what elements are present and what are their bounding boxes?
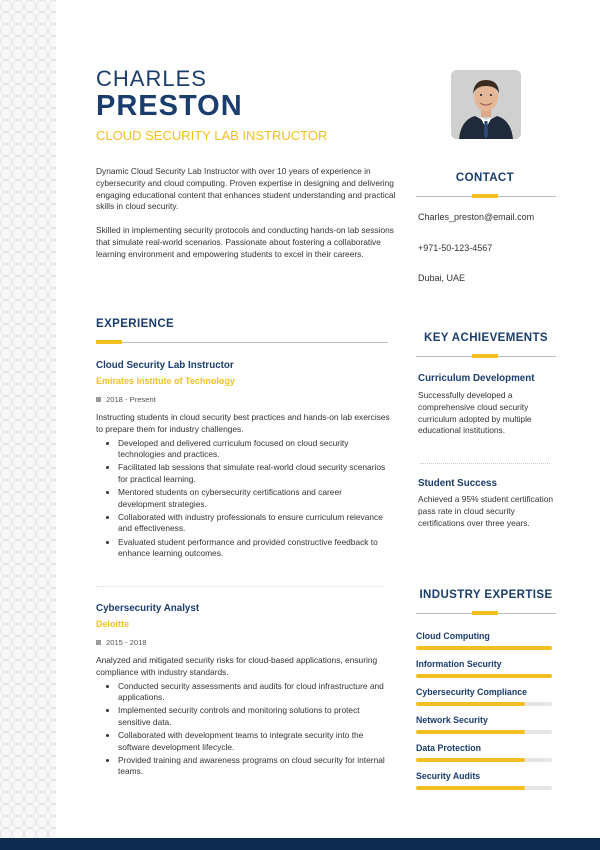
skill-bar-track bbox=[416, 702, 552, 706]
job-bullet: • Facilitated lab sessions that simulate real-world cloud security scenarios for practical learning. bbox=[118, 462, 392, 485]
summary-paragraph: Skilled in implementing security protocols and conducting hands-on lab sessions that simulate real-world scenarios. Passionate about fostering a collaborative learning environment and empowering students to excel in their careers. bbox=[96, 225, 394, 259]
skill-bar-fill bbox=[416, 646, 552, 650]
job-dates-text: 2018 - Present bbox=[106, 395, 156, 404]
skill-bar-fill bbox=[416, 730, 525, 734]
job-entry bbox=[96, 603, 392, 780]
skill-bar-fill bbox=[416, 702, 525, 706]
achievements-heading: KEY ACHIEVEMENTS bbox=[424, 332, 548, 344]
achievement-description: Successfully developed a comprehensive cloud security curriculum adopted by multiple educational institutions. bbox=[418, 390, 532, 436]
skill-bar-track bbox=[416, 758, 552, 762]
job-bullet: • Collaborated with development teams to integrate security into the software development lifecycle. bbox=[118, 730, 392, 753]
contact-heading: CONTACT bbox=[455, 172, 515, 184]
skill-bar-fill bbox=[416, 674, 552, 678]
decorative-pattern-strip bbox=[0, 0, 56, 850]
job-bullet: • Developed and delivered curriculum focused on cloud security technologies and practices. bbox=[118, 438, 392, 461]
experience-accent bbox=[96, 340, 122, 344]
profile-photo bbox=[451, 70, 521, 139]
job-bullet: • Evaluated student performance and provided constructive feedback to enhance learning outcomes. bbox=[118, 537, 392, 560]
achievements-accent bbox=[472, 354, 498, 358]
skill-item bbox=[416, 715, 552, 734]
job-title: CLOUD SECURITY LAB INSTRUCTOR bbox=[96, 128, 328, 143]
skill-name: Cloud Computing bbox=[416, 631, 490, 641]
job-bullet: • Mentored students on cybersecurity certifications and career development strategies. bbox=[118, 487, 392, 510]
summary-paragraph: Dynamic Cloud Security Lab Instructor with over 10 years of experience in cybersecurity and cloud computing. Proven expertise in designing and delivering engaging educational content that enhances student understanding and practical skills in cloud security. bbox=[96, 166, 396, 212]
job-company: Deloitte bbox=[96, 619, 130, 629]
contact-phone: +971-50-123-4567 bbox=[418, 243, 493, 253]
skill-bar-track bbox=[416, 730, 552, 734]
job-bullets bbox=[96, 681, 392, 778]
skill-bar-fill bbox=[416, 786, 525, 790]
professional-summary bbox=[96, 166, 396, 272]
job-description: Analyzed and mitigated security risks for cloud-based applications, ensuring compliance with industry standards. bbox=[96, 655, 378, 677]
contact-accent bbox=[472, 194, 498, 198]
job-dates-text: 2015 - 2018 bbox=[106, 638, 147, 647]
job-bullet: • Collaborated with industry professionals to ensure curriculum relevance and effectiveness. bbox=[118, 512, 392, 535]
achievement-title: Student Success bbox=[418, 478, 497, 489]
job-role: Cloud Security Lab Instructor bbox=[96, 360, 234, 371]
skill-name: Information Security bbox=[416, 659, 502, 669]
skill-item bbox=[416, 687, 552, 706]
job-dates bbox=[96, 395, 392, 404]
skill-bar-track bbox=[416, 786, 552, 790]
skill-bar-track bbox=[416, 674, 552, 678]
job-company: Emirates Institute of Technology bbox=[96, 376, 235, 386]
job-separator bbox=[96, 586, 384, 587]
achievement-description: Achieved a 95% student certification pass rate in cloud security certifications over three years. bbox=[418, 494, 554, 528]
last-name: PRESTON bbox=[96, 90, 243, 122]
expertise-heading: INDUSTRY EXPERTISE bbox=[419, 589, 553, 601]
skill-name: Network Security bbox=[416, 715, 488, 725]
experience-heading: EXPERIENCE bbox=[96, 318, 175, 330]
achievement-title: Curriculum Development bbox=[418, 373, 535, 384]
skill-name: Data Protection bbox=[416, 743, 482, 753]
skill-bar-track bbox=[416, 646, 552, 650]
job-description: Instructing students in cloud security best practices and hands-on lab exercises to prepare them for industry challenges. bbox=[96, 412, 390, 434]
contact-email: Charles_preston@email.com bbox=[418, 212, 535, 222]
calendar-icon bbox=[96, 397, 101, 402]
job-role: Cybersecurity Analyst bbox=[96, 603, 200, 614]
skill-name: Cybersecurity Compliance bbox=[416, 687, 527, 697]
skill-item bbox=[416, 631, 552, 650]
achievement-separator bbox=[420, 463, 550, 464]
skill-item bbox=[416, 771, 552, 790]
job-bullets bbox=[96, 438, 392, 560]
skill-name: Security Audits bbox=[416, 771, 481, 781]
skill-item bbox=[416, 659, 552, 678]
job-entry bbox=[96, 360, 392, 562]
skill-bar-fill bbox=[416, 758, 525, 762]
job-bullet: • Implemented security controls and monitoring solutions to protect sensitive data. bbox=[118, 705, 392, 728]
experience-rule bbox=[96, 342, 388, 343]
first-name: CHARLES bbox=[96, 66, 207, 91]
footer-bar bbox=[0, 838, 600, 850]
job-bullet: • Conducted security assessments and audits for cloud infrastructure and applications. bbox=[118, 681, 392, 704]
job-dates bbox=[96, 638, 392, 647]
expertise-accent bbox=[472, 611, 498, 615]
contact-location: Dubai, UAE bbox=[418, 273, 466, 283]
calendar-icon bbox=[96, 640, 101, 645]
job-bullet: • Provided training and awareness programs on cloud security for internal teams. bbox=[118, 755, 392, 778]
skill-item bbox=[416, 743, 552, 762]
